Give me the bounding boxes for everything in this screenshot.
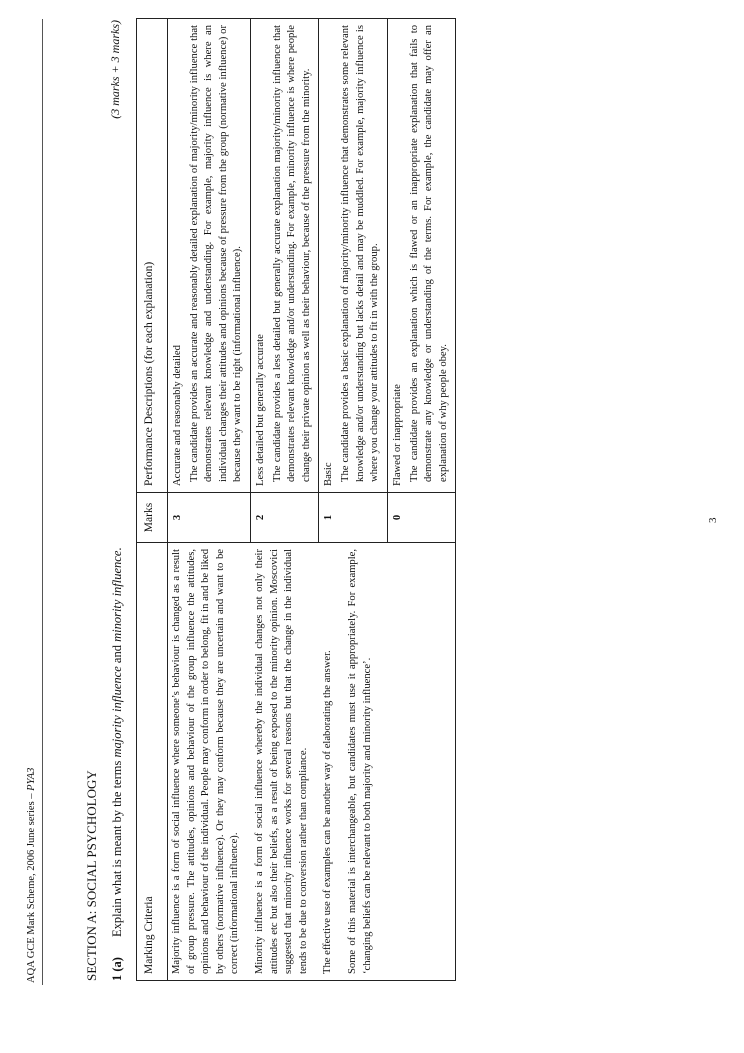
mark-band-2: 2: [251, 493, 319, 543]
marks-available: (3 marks + 3 marks): [108, 20, 122, 119]
running-header: AQA GCE Mark Scheme, 2006 June series – PYA3: [26, 767, 37, 983]
criteria-interchangeable: Some of this material is interchangeable, but candidates must use it appropriately. For example, ‘changing beliefs can be relevant to both majority and minority influence’.: [347, 549, 373, 974]
performance-band-0: [387, 19, 455, 493]
mark-band-0: 0: [387, 493, 455, 543]
band-title: Less detailed but generally accurate: [255, 334, 267, 486]
page-number: 3: [707, 517, 719, 523]
band-description: The candidate provides a less detailed but generally accurate explanation majority/minority influence that demonstrates relevant knowledge and/or understanding. For example, minority influence is where people change their private opinion as well as their behaviour, because of the pressure from the minority.: [271, 25, 312, 482]
header-marks: Marks: [137, 493, 168, 543]
criteria-minority: Minority influence is a form of social influence whereby the individual changes not only their attitudes etc but also their beliefs, as a result of being exposed to the minority opinion. Moscovici suggested that minority influence works for several reasons but that the change in the individual tends to be due to conversion rather than compliance.: [254, 549, 309, 974]
band-title: Accurate and reasonably detailed: [172, 345, 183, 486]
performance-band-3: [168, 19, 251, 493]
band-title: Basic: [323, 462, 335, 486]
mark-band-1: 1: [319, 493, 387, 543]
question-number: 1 (a): [110, 957, 124, 981]
criteria-examples: The effective use of examples can be another way of elaborating the answer.: [322, 650, 334, 974]
band-description: The candidate provides an accurate and reasonably detailed explanation of majority/minority influence that demonstrates relevant knowledge and understanding. For example, majority influence is where an individual changes their attitudes and opinions because of pressure from the group (normative influence) or because they want to be right (informational influence).: [188, 25, 244, 482]
performance-band-1: [319, 19, 387, 493]
header-divider: [42, 19, 43, 985]
question-prompt: 1 (a)Explain what is meant by the terms majority influence and minority influence.: [110, 547, 124, 981]
header-marking-criteria: Marking Criteria: [137, 543, 168, 981]
band-title: Flawed or inappropriate: [391, 384, 403, 486]
section-heading: SECTION A: SOCIAL PSYCHOLOGY: [84, 770, 99, 981]
band-description: The candidate provides an explanation which is flawed or an inappropriate explanation that fails to demonstrate any knowledge or understanding of the terms. For example, the candidate may offer an explanation of why people obey.: [408, 25, 449, 482]
header-performance-descriptions: Performance Descriptions (for each explanation): [137, 19, 168, 493]
mark-scheme-table: [136, 18, 456, 981]
band-description: The candidate provides a basic explanation of majority/minority influence that demonstrates some relevant knowledge and/or understanding but lacks detail and may be muddled. For example, majority influence is where you change your attitudes to fit in with the group.: [340, 25, 381, 482]
marking-criteria-cell: [168, 543, 456, 981]
criteria-majority: Majority influence is a form of social influence where someone’s behaviour is changed as a result of group pressure. The attitudes, opinions and behaviour of the group influence the attitudes, opinions and behaviour of the individual. People may conform in order to belong, fit in and be liked by others (normative influence). Or they may conform because they are uncertain and want to be correct (informational influence).: [171, 549, 241, 974]
performance-band-2: [251, 19, 319, 493]
mark-band-3: 3: [168, 493, 251, 543]
